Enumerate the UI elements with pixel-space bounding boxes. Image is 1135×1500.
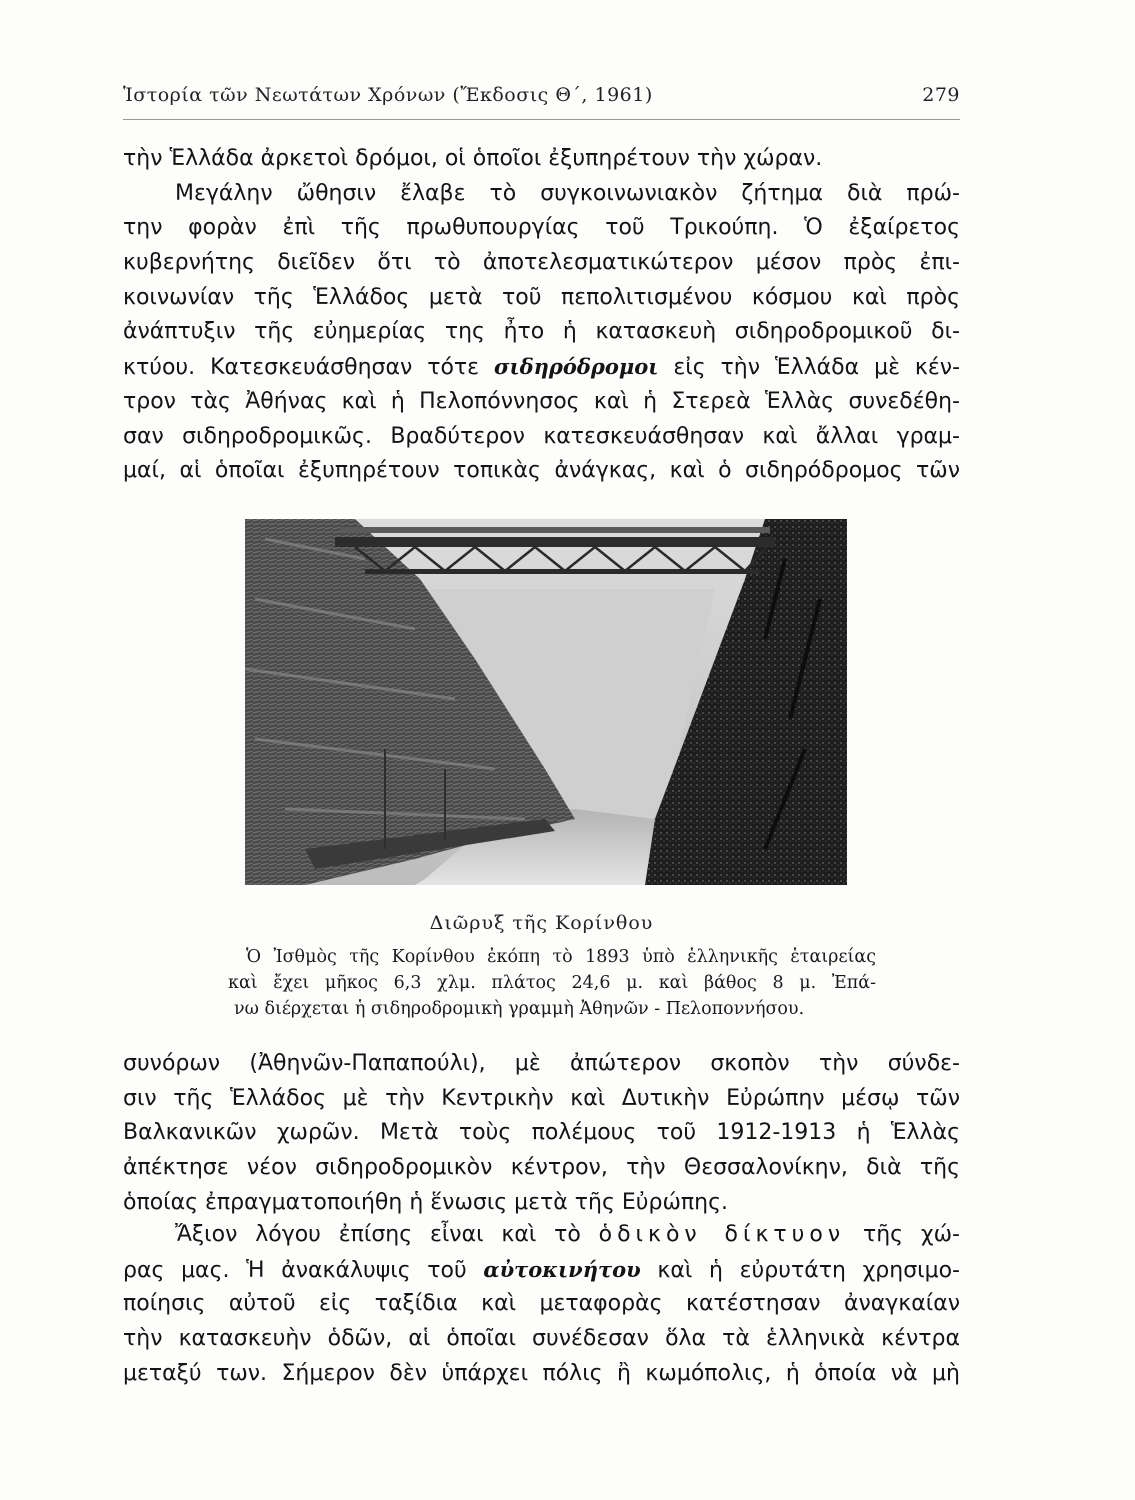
text-run: καὶ ἡ εὐρυτάτη χρησιμο- [640, 1257, 960, 1283]
spaced-term: ὁδικὸν δίκτυον [598, 1222, 846, 1247]
bridge-deck [335, 537, 775, 547]
text-line [123, 1218, 960, 1253]
running-head [123, 84, 960, 114]
text-block-top [123, 142, 960, 489]
text-line: σαν σιδηροδρομικῶς. Βραδύτερον κατεσκευάσθησαν καὶ ἄλλαι γραμ- [123, 423, 960, 449]
text-line: ἀπέκτησε νέον σιδηροδρομικὸν κέντρον, τὴν Θεσσαλονίκην, διὰ τῆς [123, 1155, 960, 1181]
bridge-lower-chord [365, 569, 760, 574]
caption-line: Ὁ Ἰσθμὸς τῆς Κορίνθου ἐκόπη τὸ 1893 ὑπὸ ἑλληνικῆς ἑταιρείας [246, 947, 876, 967]
caption-line: νω διέρχεται ἡ σιδηροδρομικὴ γραμμὴ Ἀθηνῶν - Πελοποννήσου. [234, 999, 805, 1019]
text-line: σιν τῆς Ἑλλάδος μὲ τὴν Κεντρικὴν καὶ Δυτικὴν Εὐρώπην μέσῳ τῶν [123, 1085, 960, 1111]
text-line: συνόρων (Ἀθηνῶν-Παπαπούλι), μὲ ἀπώτερον σκοπὸν τὴν σύνδε- [123, 1051, 960, 1076]
page-number: 279 [922, 84, 960, 106]
text-line: τρον τὰς Ἀθήνας καὶ ἡ Πελοπόννησος καὶ ἡ Στερεὰ Ἑλλὰς συνεδέθη- [123, 388, 960, 414]
text-block-middle [123, 1047, 960, 1220]
canal-photo-illustration [245, 519, 847, 885]
text-line: μεταξύ των. Σήμερον δὲν ὑπάρχει πόλις ἢ κωμόπολις, ἡ ὁποία νὰ μὴ [123, 1360, 960, 1386]
corinth-canal-photo [245, 519, 847, 885]
text-line [123, 1253, 960, 1288]
caption-line: καὶ ἔχει μῆκος 6,3 χλμ. πλάτος 24,6 μ. καὶ βάθος 8 μ. Ἐπά- [228, 973, 876, 993]
text-run: κτύου. Κατεσκευάσθησαν τότε [123, 355, 494, 381]
text-line: την φορὰν ἐπὶ τῆς πρωθυπουργίας τοῦ Τρικούπη. Ὁ ἐξαίρετος [123, 215, 960, 241]
text-line: κοινωνίαν τῆς Ἑλλάδος μετὰ τοῦ πεπολιτισμένου κόσμου καὶ πρὸς [123, 284, 960, 310]
text-run: τῆς χώ- [845, 1222, 960, 1247]
text-line [123, 350, 960, 385]
figure-title: Διῶρυξ τῆς Κορίνθου [429, 912, 654, 934]
bridge-railing [340, 527, 770, 533]
figure-caption [228, 944, 876, 1022]
text-run: Ἄξιον λόγου ἐπίσης εἶναι καὶ τὸ [175, 1222, 599, 1247]
emphasized-term: αὐτοκινήτου [483, 1256, 641, 1282]
text-run: ρας μας. Ἡ ἀνακάλυψις τοῦ [123, 1257, 484, 1283]
text-line: Μεγάλην ὤθησιν ἔλαβε τὸ συγκοινωνιακὸν ζήτημα διὰ πρώ- [175, 180, 960, 206]
header-rule [123, 119, 960, 120]
emphasized-term: σιδηρόδρομοι [494, 354, 659, 380]
text-line: κυβερνήτης διεῖδεν ὅτι τὸ ἀποτελεσματικώτερον μέσον πρὸς ἐπι- [123, 250, 960, 276]
text-block-bottom [123, 1218, 960, 1391]
text-line: ποίησις αὐτοῦ εἰς ταξίδια καὶ μεταφορὰς κατέστησαν ἀναγκαίαν [123, 1291, 960, 1317]
text-run: εἰς τὴν Ἑλλάδα μὲ κέν- [658, 355, 960, 381]
text-line: τὴν Ἑλλάδα ἀρκετοὶ δρόμοι, οἱ ὁποῖοι ἐξυπηρέτουν τὴν χώραν. [123, 146, 823, 171]
text-line: ὁποίας ἐπραγματοποιήθη ἡ ἕνωσις μετὰ τῆς Εὐρώπης. [123, 1189, 728, 1215]
text-line: ἀνάπτυξιν τῆς εὐημερίας της ἦτο ἡ κατασκευὴ σιδηροδρομικοῦ δι- [123, 319, 960, 345]
running-head-title: Ἱστορία τῶν Νεωτάτων Χρόνων (Ἔκδοσις Θ΄, 1961) [123, 84, 653, 106]
text-line: μαί, αἱ ὁποῖαι ἐξυπηρέτουν τοπικὰς ἀνάγκας, καὶ ὁ σιδηρόδρομος τῶν [123, 458, 960, 484]
text-line: τὴν κατασκευὴν ὁδῶν, αἱ ὁποῖαι συνέδεσαν ὅλα τὰ ἑλληνικὰ κέντρα [123, 1326, 960, 1352]
text-line: Βαλκανικῶν χωρῶν. Μετὰ τοὺς πολέμους τοῦ 1912-1913 ἡ Ἑλλὰς [123, 1120, 960, 1146]
